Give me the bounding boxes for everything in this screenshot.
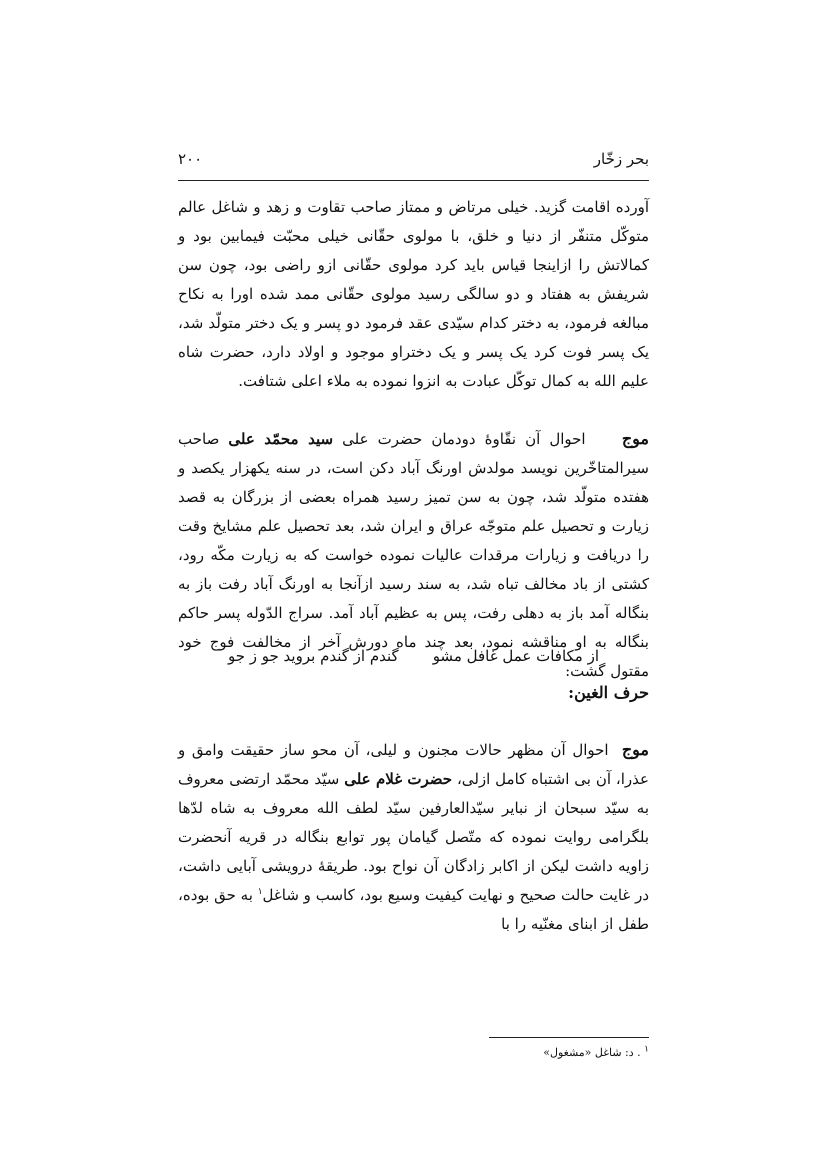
verse-hemistich-1: از مکافات عمل غافل مشو [432,647,600,665]
footnote-number: ۱ [644,1044,649,1055]
paragraph-1-text: آورده اقامت گزید. خیلی مرتاض و ممتاز صاحب تقاوت و زهد و شاغل عالم متوکّل متنفّر از دنیا و خلق، با مولوی حقّانی خیلی محبّت فیمابین بود و کمالاتش را ازاینجا قیاس باید کرد مولوی حقّانی ازو راضی بود، چون سن شریفش به هفتاد و دو سالگی رسید مولوی حقّانی ممد شده اورا به نکاح مبالغه فرمود، به دختر کدام سیّدی عقد فرمود دو پسر و یک دختر متولّد شد، یک پسر فوت کرد یک پسر و یک دختراو موجود و اولاد دارد، حضرت شاه علیم الله به کمال توکّل عبادت به انزوا نموده به ملاء اعلی شتافت. [178,198,649,390]
section-heading: حرف الغین: [568,683,649,702]
paragraph-1 [178,193,649,396]
paragraph-3-text-b: سیّد محمّد ارتضی معروف به سیّد سبحان از نبایر سیّدالعارفین سیّد لطف الله معروف به شاه لدّها بلگرامی روایت نموده که متّصل گیامان پور توابع بنگاله در قریه آنحضرت زاویه داشت لیکن از اکابر زادگان آن نواح بود. طریقۀ درویشی آبایی داشت، در غایت حالت صحیح و نهایت کیفیت وسیع بود، کاسب و شاغل [178,770,649,904]
entry-keyword: موج [621,429,649,448]
running-head-title: بحر زخّار [593,150,649,168]
verse-hemistich-2: گندم از گندم بروید جو ز جو [227,647,399,665]
verse-couplet [178,645,649,667]
person-name: سید محمّد علی [228,430,334,448]
entry-keyword: موج [621,740,649,759]
header-rule [178,180,649,181]
footnote-text: . د: شاغل «مشغول» [543,1046,641,1059]
page-number: ۲۰۰ [178,150,203,168]
running-head [178,146,649,172]
paragraph-3 [178,735,649,939]
paragraph-3-text-a: احوال آن مظهر حالات مجنون و لیلی، آن محو ساز حقیقت وامق و عذرا، آن بی اشتباه کامل ازلی، [178,741,649,788]
footnote [178,1044,649,1062]
footnote-reference[interactable]: ۱ [257,887,263,897]
paragraph-3-text-c: به حق بوده، طفل از ابنای مغنّیه را با [178,886,649,933]
paragraph-3-body [178,735,649,939]
person-name: حضرت غلام علی [344,770,453,788]
paragraph-2-text-a: احوال آن نقّاوۀ دودمان حضرت علی [342,430,586,448]
paragraph-2-text-b: صاحب سیرالمتاخّرین نویسد مولدش اورنگ آباد دکن است، در سنه یکهزار یکصد و هفتده متولّد شد، چون به سن تمیز رسید همراه بعضی از بزرگان به قصد زیارت و تحصیل علم متوجّه عراق و ایران شد، بعد تحصیل علم مشایخ وقت را دریافت و زیارات مرقدات عالیات نموده خواست که به زیارت مکّه رود، کشتی از باد مخالف تباه شد، به سند رسید ازآنجا به اورنگ آباد رفت باز به بنگاله آمد باز به دهلی رفت، پس به عظیم آباد آمد. سراج الدّوله پسر حاکم بنگاله به او مناقشه نمود، بعد چند ماه دورش آخر از مخالفت فوج خود مقتول گشت: [178,430,649,680]
footnote-rule [489,1037,649,1038]
